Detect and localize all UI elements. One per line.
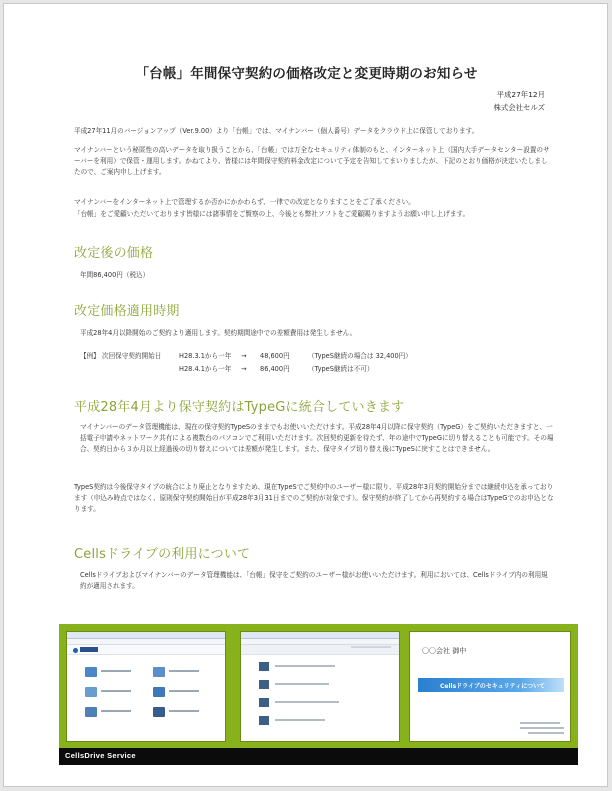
- example-row1-note: （TypeS継続の場合は 32,400円）: [308, 352, 412, 360]
- apply-period-text: 平成28年4月以降開始のご契約より適用します。契約期間途中での差額費用は発生しません。: [80, 329, 357, 337]
- screenshot-portal: [66, 631, 226, 742]
- arrow-icon: →: [241, 352, 247, 360]
- slide-band: [418, 678, 564, 692]
- settings-icon: [153, 687, 165, 697]
- banner-footer-label: CellsDrive Service: [65, 751, 136, 760]
- heading-cells-drive: Cellsドライブの利用について: [74, 547, 251, 562]
- screenshot-security-slide: [409, 631, 571, 742]
- folder-icon: [153, 707, 165, 717]
- intro-paragraph-3a: マイナンバーをインターネット上で管理するか否かにかかわらず、一律での改定となりますことをご了承ください。: [74, 198, 415, 206]
- heading-typeg: 平成28年4月より保守契約はTypeGに統合していきます: [74, 400, 405, 415]
- intro-paragraph-3b: 「台帳」をご愛顧いただいております皆様には諸事情をご賢察の上、今後とも弊社ソフトをご愛顧賜りますようお願い申し上げます。: [74, 210, 470, 218]
- example-row2-price: 86,400円: [260, 365, 290, 373]
- intro-paragraph-2: マイナンバーという秘匿性の高いデータを取り扱うことから、「台帳」では万全なセキュリティ体制のもと、インターネット上（国内大手データセンター設置のサーバーを利用）で保管・運用します。かねてより、皆様には年間保守契約料金改定について予定を告知してまいりましたが、下記のとおり価格が決定いたしましたので、ご案内申し上げます。: [74, 146, 550, 177]
- heading-new-price: 改定後の価格: [74, 246, 154, 261]
- example-row1-price: 48,600円: [260, 352, 290, 360]
- banner-footer: [59, 748, 578, 765]
- example-label: 【例】: [80, 352, 100, 360]
- example-row2-note: （TypeS継続は不可）: [308, 365, 374, 373]
- cells-logo-icon: [73, 648, 78, 653]
- example-row1-date: H28.3.1から一年: [179, 352, 232, 360]
- user-icon: [85, 707, 97, 717]
- new-price-text: 年間86,400円（税込）: [80, 271, 150, 279]
- list-item-icon: [259, 680, 269, 689]
- company-name: 株式会社セルズ: [493, 103, 545, 112]
- slide-title: 〇〇会社 御中: [422, 647, 467, 655]
- arrow-icon: →: [241, 365, 247, 373]
- typeg-paragraph-2: TypeS契約は今後保守タイプの統合により廃止となりますため、現在TypeSでご契約中のユーザー様に限り、平成28年3月契約開始分までは継続申込を承っております（申込み時点ではなく、原則保守契約開始日が平成28年3月31日までのご契約が対象です）。保守契約が終了してから再契約する場合はTypeGでのお申込となります。: [74, 483, 554, 514]
- issue-date: 平成27年12月: [496, 90, 545, 99]
- list-item-icon: [259, 716, 269, 725]
- list-item-icon: [259, 698, 269, 707]
- document-page: [3, 3, 608, 787]
- intro-paragraph-1: 平成27年11月のバージョンアップ（Ver.9.00）より「台帳」では、マイナンバー（個人番号）データをクラウド上に保管しております。: [74, 127, 479, 135]
- slide-band-text: Cellsドライブのセキュリティについて: [440, 683, 546, 690]
- cloud-icon: [85, 667, 97, 677]
- example-row1-label: 次回保守契約開始日: [102, 352, 162, 360]
- people-icon: [85, 687, 97, 697]
- example-row2-date: H28.4.1から一年: [179, 365, 232, 373]
- screenshot-file-list: [240, 631, 400, 742]
- ledger-icon: [153, 667, 165, 677]
- list-item-icon: [259, 662, 269, 671]
- heading-apply-period: 改定価格適用時期: [74, 304, 180, 319]
- typeg-paragraph-1: マイナンバーのデータ管理機能は、現在の保守契約TypeSのままでもお使いいただけます。平成28年4月以降に保守契約（TypeG）をご契約いただきますと、一括電子申請やネットワーク共有による複数台のパソコンでご利用いただけます。次回契約更新を待たず、年の途中でTypeGに切り替えることも可能です。その場合、契約日から３か月以上経過後の切り替えについては差額が発生します。また、保守タイプ切り替え後にTypeSに戻すことはできません。: [80, 423, 554, 454]
- cellsdrive-banner: [59, 624, 578, 765]
- cells-drive-text: Cellsドライブおよびマイナンバーのデータ管理機能は、「台帳」保守をご契約のユーザー様がお使いいただけます。利用においては、Cellsドライブ内の利用規約が適用されます。: [80, 571, 548, 591]
- document-title: 「台帳」年間保守契約の価格改定と変更時期のお知らせ: [135, 66, 478, 82]
